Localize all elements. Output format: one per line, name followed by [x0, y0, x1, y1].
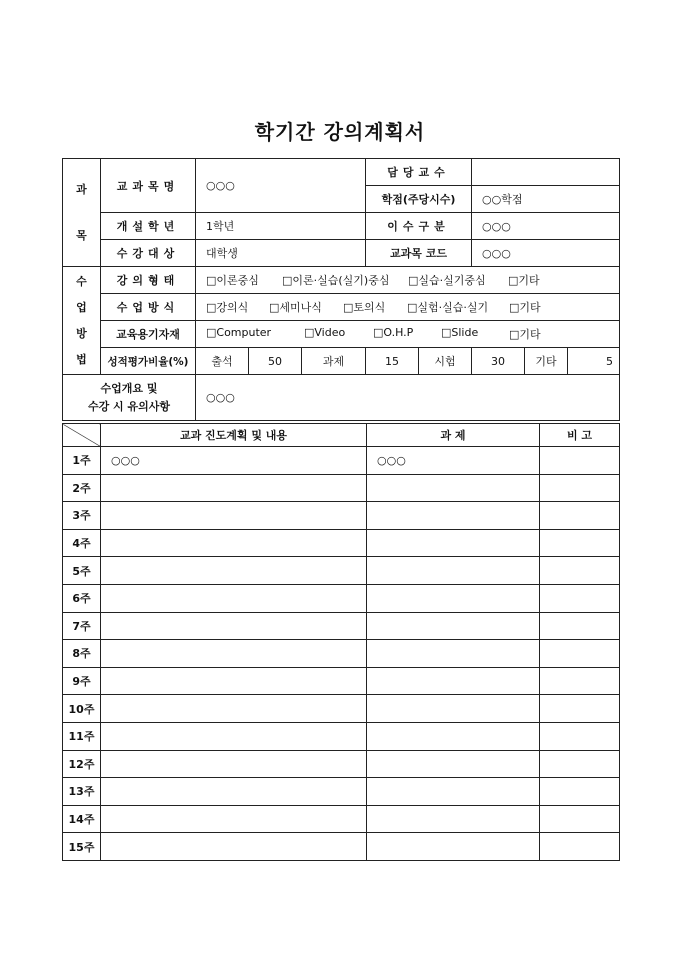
- grading-value: 50: [249, 348, 302, 375]
- method-side-label: [63, 267, 101, 375]
- method-side-char: 업: [76, 300, 87, 314]
- week-note: [540, 722, 620, 750]
- equipment-option[interactable]: □Video: [304, 326, 346, 339]
- week-label: 1주: [63, 447, 101, 475]
- week-content: [101, 667, 367, 695]
- week-label: 10주: [63, 695, 101, 723]
- grading-name: 출석: [196, 348, 249, 375]
- week-content: [101, 778, 367, 806]
- week-note: [540, 474, 620, 502]
- week-assignment: [367, 750, 540, 778]
- week-note: [540, 750, 620, 778]
- week-row: [63, 474, 620, 502]
- equipment-option[interactable]: □Slide: [441, 326, 479, 339]
- equipment-option[interactable]: □Computer: [206, 326, 272, 339]
- week-assignment: [367, 557, 540, 585]
- format-option[interactable]: □기타: [508, 274, 540, 287]
- equipment-option[interactable]: □O.H.P: [373, 326, 414, 339]
- week-label: 2주: [63, 474, 101, 502]
- week-content: [101, 805, 367, 833]
- equipment-option[interactable]: □기타: [509, 328, 541, 341]
- week-note: [540, 584, 620, 612]
- code-value: ○○○: [472, 240, 620, 267]
- week-label: 6주: [63, 584, 101, 612]
- week-assignment: [367, 584, 540, 612]
- equipment-options: [196, 321, 620, 348]
- grading-value: 30: [472, 348, 525, 375]
- week-row: [63, 640, 620, 668]
- week-label: 9주: [63, 667, 101, 695]
- week-content: [101, 833, 367, 861]
- overview-value: ○○○: [196, 375, 620, 421]
- equipment-label: 교육용기자재: [101, 321, 196, 348]
- week-note: [540, 833, 620, 861]
- week-note: [540, 557, 620, 585]
- week-label: 5주: [63, 557, 101, 585]
- style-option[interactable]: □강의식: [206, 301, 249, 314]
- week-row: [63, 529, 620, 557]
- grading-name: 과제: [302, 348, 366, 375]
- week-note: [540, 640, 620, 668]
- style-option[interactable]: □토의식: [343, 301, 386, 314]
- week-assignment: [367, 695, 540, 723]
- target-label: 수강대상: [101, 240, 196, 267]
- week-content: [101, 529, 367, 557]
- style-options: [196, 294, 620, 321]
- course-side-label-bottom: 목: [76, 228, 87, 242]
- grading-value: 15: [366, 348, 419, 375]
- credits-label: 학점(주당시수): [366, 186, 472, 213]
- week-note: [540, 529, 620, 557]
- week-assignment: [367, 667, 540, 695]
- grading-value: 5: [568, 348, 620, 375]
- course-side-label-top: 과: [76, 182, 87, 196]
- course-name-value: ○○○: [196, 159, 366, 213]
- format-options: [196, 267, 620, 294]
- overview-label-line: 수강 시 유의사항: [87, 399, 171, 413]
- grading-label: 성적평가비율(%): [101, 348, 196, 375]
- year-value: 1학년: [196, 213, 366, 240]
- week-content: [101, 750, 367, 778]
- assignment-header: 과 제: [367, 424, 540, 447]
- professor-label: 담당교수: [366, 159, 472, 186]
- method-side-char: 법: [76, 352, 87, 366]
- course-side-label: [63, 159, 101, 267]
- category-label: 이수구분: [366, 213, 472, 240]
- week-assignment: [367, 722, 540, 750]
- week-label: 7주: [63, 612, 101, 640]
- week-content: [101, 474, 367, 502]
- week-content: [101, 640, 367, 668]
- week-label: 15주: [63, 833, 101, 861]
- week-row: [63, 805, 620, 833]
- schedule-table: [62, 423, 620, 861]
- week-note: [540, 502, 620, 530]
- week-row: [63, 695, 620, 723]
- format-option[interactable]: □이론·실습(실기)중심: [282, 274, 390, 287]
- week-label: 8주: [63, 640, 101, 668]
- grading-name: 시험: [419, 348, 472, 375]
- page-title: 학기간 강의계획서: [254, 120, 426, 144]
- style-option[interactable]: □실험·실습·실기: [407, 301, 489, 314]
- week-assignment: [367, 502, 540, 530]
- week-content: [101, 557, 367, 585]
- week-row: [63, 502, 620, 530]
- grading-name: 기타: [525, 348, 568, 375]
- overview-label-line: 수업개요 및: [100, 381, 158, 395]
- week-row: [63, 667, 620, 695]
- week-label: 12주: [63, 750, 101, 778]
- content-header: 교과 진도계획 및 내용: [101, 424, 367, 447]
- week-content: ○○○: [101, 447, 367, 475]
- format-label: 강의형태: [101, 267, 196, 294]
- week-assignment: [367, 529, 540, 557]
- week-row: [63, 750, 620, 778]
- week-note: [540, 612, 620, 640]
- week-content: [101, 695, 367, 723]
- week-assignment: [367, 778, 540, 806]
- week-label: 3주: [63, 502, 101, 530]
- style-option[interactable]: □세미나식: [269, 301, 322, 314]
- method-side-char: 수: [76, 274, 87, 288]
- week-content: [101, 584, 367, 612]
- week-assignment: [367, 805, 540, 833]
- week-row: [63, 584, 620, 612]
- week-note: [540, 695, 620, 723]
- overview-label: [63, 375, 196, 421]
- week-note: [540, 805, 620, 833]
- style-label: 수업방식: [101, 294, 196, 321]
- week-assignment: [367, 612, 540, 640]
- course-info-table: [62, 158, 620, 421]
- week-assignment: [367, 474, 540, 502]
- target-value: 대학생: [196, 240, 366, 267]
- professor-value: [472, 159, 620, 186]
- week-note: [540, 667, 620, 695]
- week-row: [63, 833, 620, 861]
- style-option[interactable]: □기타: [509, 301, 541, 314]
- week-label: 14주: [63, 805, 101, 833]
- week-row: [63, 447, 620, 475]
- week-row: [63, 557, 620, 585]
- header-corner-cell: [63, 424, 101, 447]
- week-row: [63, 722, 620, 750]
- week-note: [540, 778, 620, 806]
- code-label: 교과목 코드: [366, 240, 472, 267]
- category-value: ○○○: [472, 213, 620, 240]
- week-content: [101, 722, 367, 750]
- note-header: 비 고: [540, 424, 620, 447]
- week-row: [63, 612, 620, 640]
- week-label: 11주: [63, 722, 101, 750]
- week-note: [540, 447, 620, 475]
- week-assignment: [367, 640, 540, 668]
- week-label: 13주: [63, 778, 101, 806]
- year-label: 개설학년: [101, 213, 196, 240]
- format-option[interactable]: □이론중심: [206, 274, 259, 287]
- week-label: 4주: [63, 529, 101, 557]
- week-row: [63, 778, 620, 806]
- week-assignment: [367, 833, 540, 861]
- credits-value: ○○학점: [472, 186, 620, 213]
- week-content: [101, 502, 367, 530]
- course-name-label: 교과목명: [101, 159, 196, 213]
- week-content: [101, 612, 367, 640]
- week-assignment: ○○○: [367, 447, 540, 475]
- format-option[interactable]: □실습·실기중심: [408, 274, 486, 287]
- method-side-char: 방: [76, 326, 87, 340]
